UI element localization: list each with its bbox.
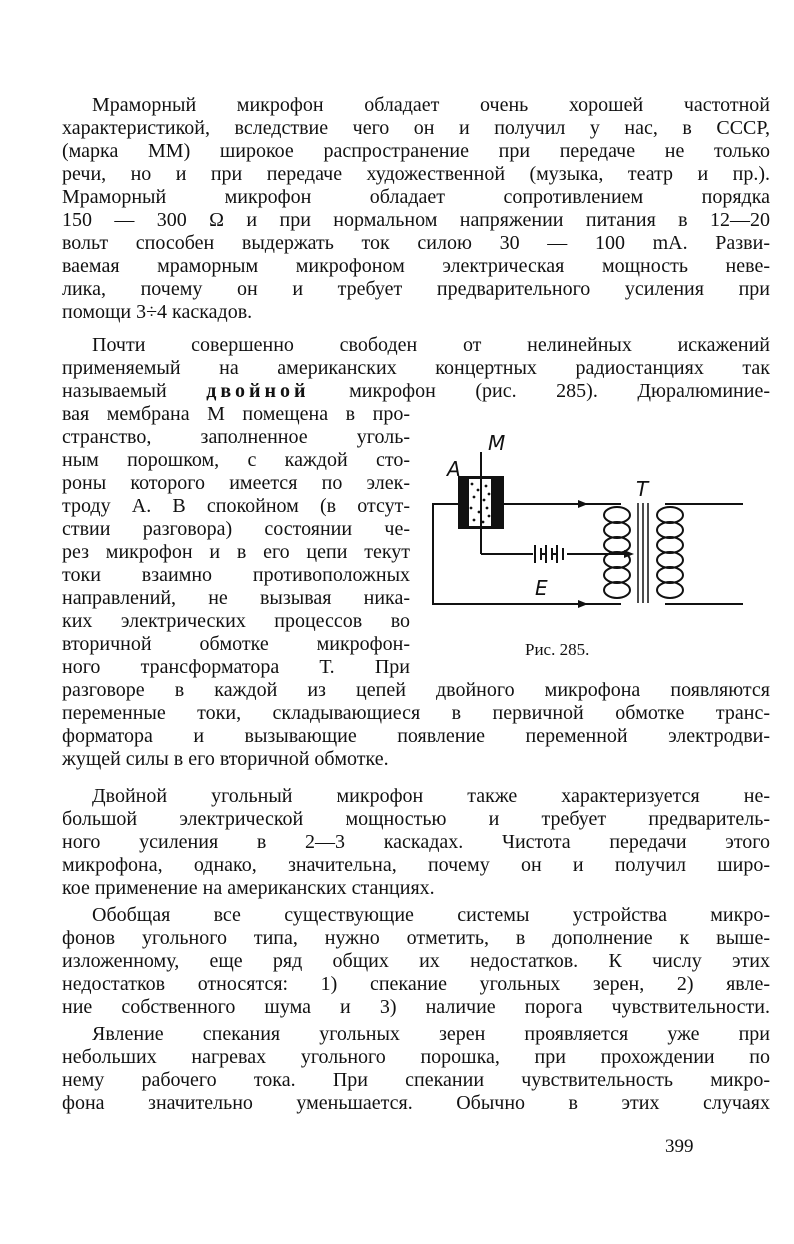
text-line: Двойной угольный микрофон также характеризуется не- xyxy=(92,785,770,807)
text-line: речи, но и при передаче художественной (музыка, театр и пр.). xyxy=(62,163,770,185)
text-line: ствии разговора) состоянии че- xyxy=(62,518,410,540)
text-line: небольших нагревах угольного порошка, при прохождении по xyxy=(62,1046,770,1068)
text-line xyxy=(62,380,770,403)
label-battery: Е xyxy=(535,576,548,600)
text-line: странство, заполненное уголь- xyxy=(62,426,410,448)
label-transformer: Т xyxy=(636,477,649,501)
text-line: большой электрической мощностью и требует предваритель- xyxy=(62,808,770,830)
text-line: фона значительно уменьшается. Обычно в этих случаях xyxy=(62,1092,770,1114)
text-line: токи взаимно противоположных xyxy=(62,564,410,586)
page-number: 399 xyxy=(665,1136,694,1157)
text-line: Явление спекания угольных зерен проявляется уже при xyxy=(92,1023,770,1045)
text-line: Почти совершенно свободен от нелинейных искажений xyxy=(92,334,770,356)
text-line: форматора и вызывающие появление переменной электродви- xyxy=(62,725,770,747)
text-fragment: называемый xyxy=(62,380,167,402)
text-line: ным порошком, с каждой сто- xyxy=(62,449,410,471)
text-line: 150 — 300 Ω и при нормальном напряжении питания в 12—20 xyxy=(62,209,770,231)
text-line: жущей силы в его вторичной обмотке. xyxy=(62,748,389,770)
text-line: троду А. В спокойном (в отсут- xyxy=(62,495,410,517)
emphasized-term: двойной xyxy=(206,380,310,402)
text-line: характеристикой, вследствие чего он и получил у нас, в СССР, xyxy=(62,117,770,139)
text-line: ких электрических процессов во xyxy=(62,610,410,632)
text-line: ного трансформатора Т. При xyxy=(62,656,410,678)
paragraph-marble-microphone xyxy=(62,94,770,324)
text-line: переменные токи, складывающиеся в первичной обмотке транс- xyxy=(62,702,770,724)
text-line: изложенному, еще ряд общих их недостатков. К числу этих xyxy=(62,950,770,972)
figure-285-circuit-diagram xyxy=(410,420,790,670)
text-line: роны которого имеется по элек- xyxy=(62,472,410,494)
secondary-coil xyxy=(657,507,683,598)
text-line: ного усиления в 2—3 каскадах. Чистота передачи этого xyxy=(62,831,770,853)
text-line: кое применение на американских станциях. xyxy=(62,877,435,899)
paragraph-sintering xyxy=(62,1023,770,1115)
text-line: нему рабочего тока. При спекании чувствительность микро- xyxy=(62,1069,770,1091)
text-line: разговоре в каждой из цепей двойного микрофона появляются xyxy=(62,679,770,701)
text-line: недостатков относятся: 1) спекание угольных зерен, 2) явле- xyxy=(62,973,770,995)
text-line: вольт способен выдержать ток силою 30 — 100 mA. Разви- xyxy=(62,232,770,254)
label-membrane: М xyxy=(488,431,506,455)
text-line: Мраморный микрофон обладает очень хорошей частотной xyxy=(92,94,770,116)
text-line: фонов угольного типа, нужно отметить, в дополнение к выше- xyxy=(62,927,770,949)
paragraph-shortcomings xyxy=(62,904,770,1019)
figure-caption: Рис. 285. xyxy=(525,640,590,659)
text-line: помощи 3÷4 каскадов. xyxy=(62,301,253,323)
text-line: рез микрофон и в его цепи текут xyxy=(62,541,410,563)
label-electrode: А xyxy=(447,457,461,481)
text-line: (марка ММ) широкое распространение при передаче не только xyxy=(62,140,770,162)
text-line: Мраморный микрофон обладает сопротивлением порядка xyxy=(62,186,770,208)
text-line: лика, почему он и требует предварительного усиления при xyxy=(62,278,770,300)
text-fragment: микрофон (рис. 285). Дюралюминие- xyxy=(349,380,770,402)
battery-e xyxy=(535,545,563,563)
paragraph-carbon-microphone xyxy=(62,785,770,900)
text-line: вторичной обмотке микрофон- xyxy=(62,633,410,655)
text-line: применяемый на американских концертных радиостанциях так xyxy=(62,357,770,379)
text-line: ние собственного шума и 3) наличие порога чувствительности. xyxy=(62,996,770,1018)
text-line: ваемая мраморным микрофоном электрическая мощность неве- xyxy=(62,255,770,277)
text-line: Обобщая все существующие системы устройства микро- xyxy=(92,904,770,926)
transformer-core xyxy=(638,503,648,603)
text-line: вая мембрана М помещена в про- xyxy=(62,403,410,425)
text-line: направлений, не вызывая ника- xyxy=(62,587,410,609)
text-line: микрофона, однако, значительна, почему он и получил широ- xyxy=(62,854,770,876)
